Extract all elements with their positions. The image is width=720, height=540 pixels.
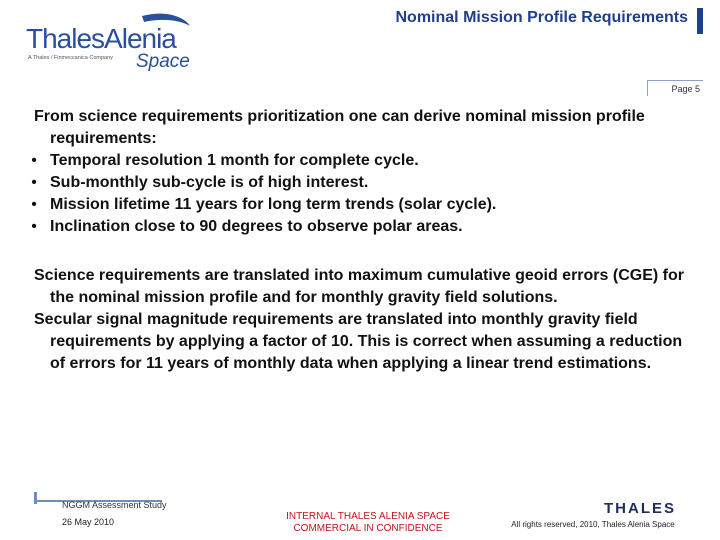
secular-signal-paragraph: Secular signal magnitude requirements are translated into monthly gravity field requirements by applying a factor of 10. This is correct when assuming a reduction of errors for 11 years of monthly data when applying a linear trend estimations. bbox=[34, 311, 683, 372]
requirements-list bbox=[31, 150, 698, 238]
cge-paragraph: Science requirements are translated into maximum cumulative geoid errors (CGE) for the nominal mission profile and for monthly gravity field solutions. bbox=[34, 267, 684, 306]
bullet-icon: • bbox=[31, 218, 37, 235]
list-item bbox=[31, 172, 698, 194]
intro-paragraph: From science requirements prioritization one can derive nominal mission profile requirements: bbox=[34, 108, 645, 147]
footer-study-name: NGGM Assessment Study bbox=[62, 500, 167, 510]
logo-main-text: ThalesAlenia bbox=[26, 23, 176, 54]
logo-space-text: Space bbox=[136, 51, 190, 72]
thales-logo-text: THALES bbox=[604, 500, 676, 515]
slide-body bbox=[31, 106, 698, 375]
confidentiality-notice bbox=[255, 511, 481, 535]
list-item-text: Mission lifetime 11 years for long term trends (solar cycle). bbox=[50, 196, 497, 213]
confidentiality-line-1: INTERNAL THALES ALENIA SPACE bbox=[286, 511, 450, 522]
thales-alenia-space-logo bbox=[24, 12, 194, 74]
slide-title: Nominal Mission Profile Requirements bbox=[395, 9, 688, 26]
thales-logo bbox=[595, 499, 685, 515]
list-item-text: Temporal resolution 1 month for complete cycle. bbox=[50, 152, 419, 169]
list-item-text: Sub-monthly sub-cycle is of high interest. bbox=[50, 174, 369, 191]
bullet-icon: • bbox=[31, 152, 37, 169]
bullet-icon: • bbox=[31, 174, 37, 191]
page-number: Page 5 bbox=[647, 80, 703, 96]
confidentiality-line-2: COMMERCIAL IN CONFIDENCE bbox=[293, 523, 443, 534]
list-item-text: Inclination close to 90 degrees to observe polar areas. bbox=[50, 218, 463, 235]
footer-rule-marker bbox=[34, 492, 37, 504]
footer-date: 26 May 2010 bbox=[62, 517, 115, 527]
copyright-notice: All rights reserved, 2010, Thales Alenia Space bbox=[511, 520, 675, 529]
list-item bbox=[31, 194, 698, 216]
logo-tagline: A Thales / Finmeccanica Company bbox=[28, 55, 113, 61]
bullet-icon: • bbox=[31, 196, 37, 213]
list-item bbox=[31, 150, 698, 172]
title-accent-bar bbox=[697, 8, 703, 34]
spacer bbox=[34, 238, 698, 265]
list-item bbox=[31, 216, 698, 238]
